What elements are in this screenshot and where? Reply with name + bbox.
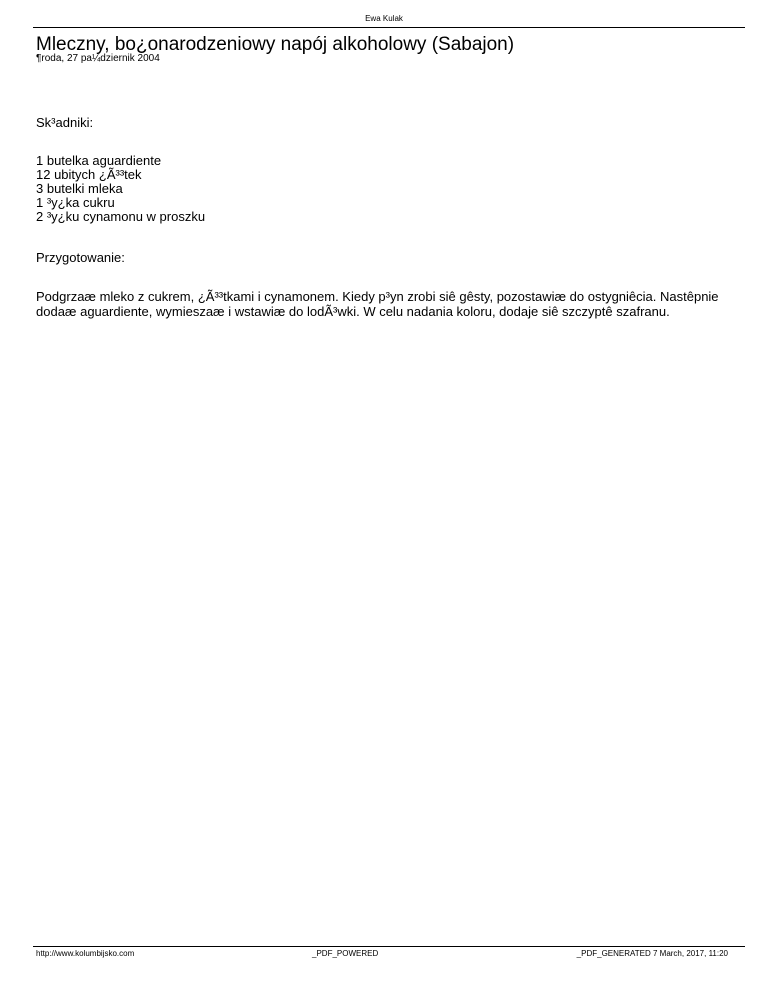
ingredients-heading: Sk³adniki:: [36, 115, 94, 130]
preparation-text: Podgrzaæ mleko z cukrem, ¿Ã³³tkami i cynamonem. Kiedy p³yn zrobi siê gêsty, pozostawiæ do ostygniêcia. Nastêpnie dodaæ aguardiente, wymieszaæ i wstawiæ do lodÃ³wki. W celu nadania koloru, dodaje siê szczyptê szafranu.: [36, 289, 719, 319]
footer-powered: _PDF_POWERED: [312, 949, 379, 958]
ingredient-item: 12 ubitych ¿Ã³³tek: [36, 167, 142, 182]
footer-url-link[interactable]: http://www.kolumbijsko.com: [36, 949, 135, 958]
ingredient-item: 1 butelka aguardiente: [36, 153, 162, 168]
preparation-heading: Przygotowanie:: [36, 250, 125, 265]
ingredient-item: 2 ³y¿ku cynamonu w proszku: [36, 209, 206, 224]
page-header-author: Ewa Kulak: [365, 14, 403, 23]
article-date: ¶roda, 27 pa¼dziernik 2004: [36, 53, 160, 64]
footer-divider: [33, 946, 745, 947]
ingredients-list: [36, 154, 205, 224]
footer-generated: _PDF_GENERATED 7 March, 2017, 11:20: [576, 949, 728, 958]
ingredient-item: 1 ³y¿ka cukru: [36, 195, 115, 210]
ingredient-item: 3 butelki mleka: [36, 181, 123, 196]
header-divider: [33, 27, 745, 28]
article-title: Mleczny, bo¿onarodzeniowy napój alkoholowy (Sabajon): [36, 34, 515, 55]
